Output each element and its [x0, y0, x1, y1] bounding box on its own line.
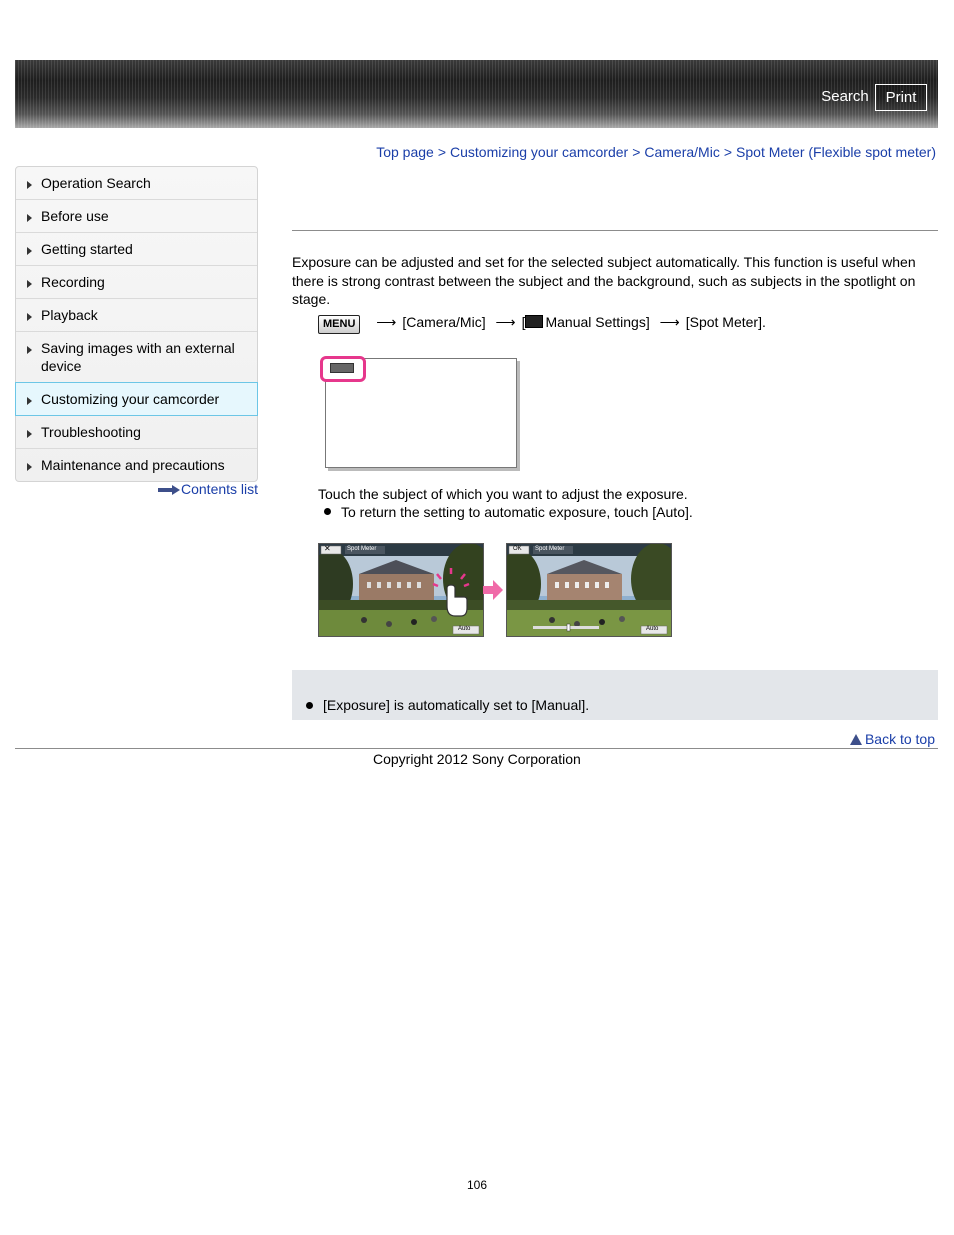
menu-button-highlight: [320, 356, 366, 382]
footer-divider: [15, 748, 938, 749]
back-to-top-link[interactable]: [850, 731, 935, 747]
contents-list-label: Contents list: [181, 481, 259, 497]
step-touch-subject: [318, 485, 693, 521]
menu-button-icon: [330, 363, 354, 373]
sidebar-item-label: Operation Search: [41, 175, 151, 191]
triangle-right-icon: [27, 280, 32, 288]
spot-meter-photo-after: [506, 543, 672, 637]
step2-bullet: To return the setting to automatic exposure, touch [Auto].: [318, 503, 693, 521]
triangle-right-icon: [27, 313, 32, 321]
sidebar-item-label: Getting started: [41, 241, 133, 257]
breadcrumb-camera-mic[interactable]: Camera/Mic: [644, 144, 720, 160]
breadcrumb-separator: >: [437, 144, 447, 160]
sidebar-item-label: Customizing your camcorder: [41, 391, 220, 407]
park-scene-image: [507, 544, 671, 636]
breadcrumb-spot-meter[interactable]: Spot Meter (Flexible spot meter): [736, 144, 936, 160]
breadcrumb: [376, 144, 936, 160]
sidebar-item-label: Playback: [41, 307, 98, 323]
path-manual-settings: Manual Settings]: [545, 314, 650, 330]
arrow-right-icon: ⟶: [659, 314, 680, 330]
path-spot-meter: [Spot Meter].: [685, 314, 766, 330]
sidebar-item-saving-images[interactable]: [16, 332, 257, 383]
intro-text: Exposure can be adjusted and set for the selected subject automatically. This function is useful when there is strong contrast between the subject and the background, such as subjects in the spotlight on stage.: [292, 254, 916, 307]
note-box: [292, 670, 938, 720]
arrow-right-icon: [483, 580, 503, 600]
sidebar-item-playback[interactable]: [16, 299, 257, 332]
spot-meter-title: Spot Meter: [347, 546, 377, 552]
menu-key-icon: MENU: [318, 315, 360, 334]
arrow-right-icon: [158, 485, 180, 495]
path-open-bracket: [: [521, 314, 526, 330]
path-camera-mic: [Camera/Mic]: [402, 314, 486, 330]
triangle-right-icon: [27, 463, 32, 471]
note-item: [Exposure] is automatically set to [Manual].: [300, 697, 589, 713]
triangle-right-icon: [27, 247, 32, 255]
breadcrumb-separator: >: [632, 144, 641, 160]
sidebar-nav: [15, 166, 258, 482]
triangle-right-icon: [27, 397, 32, 405]
sidebar-item-recording[interactable]: [16, 266, 257, 299]
print-button[interactable]: Print: [875, 84, 927, 111]
sidebar-item-troubleshooting[interactable]: [16, 416, 257, 449]
sidebar-item-before-use[interactable]: [16, 200, 257, 233]
triangle-right-icon: [27, 430, 32, 438]
sidebar-item-label: Before use: [41, 208, 109, 224]
sidebar-item-customizing[interactable]: [15, 382, 258, 416]
breadcrumb-separator: >: [723, 144, 733, 160]
sidebar-item-label: Troubleshooting: [41, 424, 141, 440]
breadcrumb-customizing[interactable]: Customizing your camcorder: [450, 144, 629, 160]
park-scene-image: [319, 544, 483, 636]
ok-button: OK: [513, 546, 522, 552]
step2-text: Touch the subject of which you want to adjust the exposure.: [318, 486, 688, 502]
triangle-right-icon: [27, 214, 32, 222]
sidebar-item-label: Maintenance and precautions: [41, 457, 225, 473]
header-bar: [15, 60, 938, 128]
spot-meter-title: Spot Meter: [535, 546, 565, 552]
arrow-right-icon: ⟶: [495, 314, 516, 330]
sidebar-item-maintenance[interactable]: [16, 449, 257, 481]
arrow-right-icon: ⟶: [376, 314, 397, 330]
back-to-top-label: Back to top: [864, 731, 935, 747]
step-menu-path: [318, 314, 766, 334]
auto-button: Auto: [458, 626, 471, 632]
page-number: 106: [466, 1178, 488, 1192]
title-divider: [292, 230, 938, 231]
manual-settings-icon: [525, 315, 543, 328]
copyright: Copyright 2012 Sony Corporation: [373, 751, 581, 767]
spot-meter-photo-before: [318, 543, 484, 637]
auto-button: Auto: [646, 626, 659, 632]
breadcrumb-top-page[interactable]: Top page: [376, 144, 434, 160]
search-button[interactable]: Search: [821, 88, 869, 105]
triangle-right-icon: [27, 181, 32, 189]
triangle-right-icon: [27, 346, 32, 354]
sidebar-item-label: Saving images with an external device: [41, 340, 235, 374]
sidebar-item-operation-search[interactable]: [16, 167, 257, 200]
sidebar-item-label: Recording: [41, 274, 105, 290]
sidebar-item-getting-started[interactable]: [16, 233, 257, 266]
triangle-up-icon: [850, 734, 862, 745]
close-icon: ✕: [324, 544, 331, 553]
contents-list-link[interactable]: [158, 481, 258, 497]
